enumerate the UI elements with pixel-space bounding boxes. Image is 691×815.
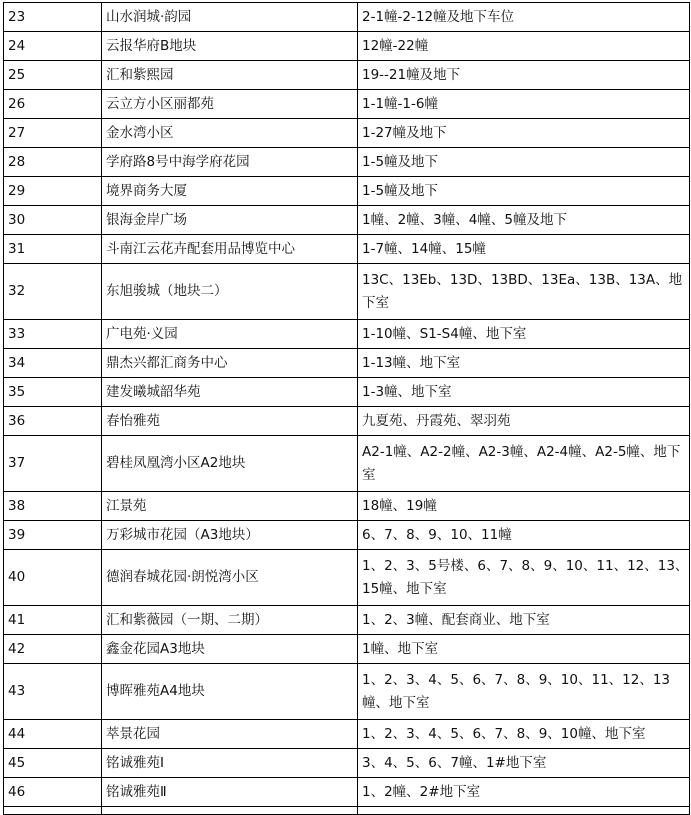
empty-cell bbox=[4, 807, 102, 815]
building-scope-cell: 1、2、3、5号楼、6、7、8、9、10、11、12、13、15幢、地下室 bbox=[358, 550, 690, 606]
project-name-cell: 山水润城·韵园 bbox=[102, 3, 358, 32]
building-scope-cell: 1、2、3幢、配套商业、地下室 bbox=[358, 606, 690, 635]
building-scope-cell: 18幢、19幢 bbox=[358, 492, 690, 521]
building-scope-cell: 1-3幢、地下室 bbox=[358, 378, 690, 407]
project-name-cell: 万彩城市花园（A3地块） bbox=[102, 521, 358, 550]
building-scope-cell: 九夏苑、丹霞苑、翠羽苑 bbox=[358, 407, 690, 436]
table-row bbox=[4, 749, 690, 778]
building-scope-cell: 1-5幢及地下 bbox=[358, 148, 690, 177]
project-name-cell: 云立方小区丽都苑 bbox=[102, 90, 358, 119]
empty-cell bbox=[102, 807, 358, 815]
table-row bbox=[4, 436, 690, 492]
row-number-cell: 44 bbox=[4, 720, 102, 749]
building-scope-cell: 1-27幢及地下 bbox=[358, 119, 690, 148]
project-name-cell: 云报华府B地块 bbox=[102, 32, 358, 61]
project-name-cell: 汇和紫熙园 bbox=[102, 61, 358, 90]
building-scope-cell: 1幢、2幢、3幢、4幢、5幢及地下 bbox=[358, 206, 690, 235]
table-row bbox=[4, 61, 690, 90]
project-name-cell: 银海金岸广场 bbox=[102, 206, 358, 235]
building-scope-cell: 13C、13Eb、13D、13BD、13Ea、13B、13A、地下室 bbox=[358, 264, 690, 320]
table-row bbox=[4, 664, 690, 720]
project-name-cell: 铭诚雅苑Ⅰ bbox=[102, 749, 358, 778]
project-table bbox=[3, 2, 690, 815]
row-number-cell: 32 bbox=[4, 264, 102, 320]
project-name-cell: 江景苑 bbox=[102, 492, 358, 521]
table-row bbox=[4, 407, 690, 436]
table-row bbox=[4, 206, 690, 235]
project-name-cell: 铭诚雅苑Ⅱ bbox=[102, 778, 358, 807]
project-name-cell: 鼎杰兴都汇商务中心 bbox=[102, 349, 358, 378]
row-number-cell: 36 bbox=[4, 407, 102, 436]
row-number-cell: 45 bbox=[4, 749, 102, 778]
table-row bbox=[4, 177, 690, 206]
building-scope-cell: 1-1幢-1-6幢 bbox=[358, 90, 690, 119]
building-scope-cell: 1-13幢、地下室 bbox=[358, 349, 690, 378]
building-scope-cell: 1-5幢及地下 bbox=[358, 177, 690, 206]
table-row bbox=[4, 235, 690, 264]
building-scope-cell: 1-10幢、S1-S4幢、地下室 bbox=[358, 320, 690, 349]
project-name-cell: 东旭骏城（地块二） bbox=[102, 264, 358, 320]
row-number-cell: 34 bbox=[4, 349, 102, 378]
table-row bbox=[4, 378, 690, 407]
building-scope-cell: A2-1幢、A2-2幢、A2-3幢、A2-4幢、A2-5幢、地下室 bbox=[358, 436, 690, 492]
empty-cell bbox=[358, 807, 690, 815]
row-number-cell: 27 bbox=[4, 119, 102, 148]
building-scope-cell: 1、2幢、2#地下室 bbox=[358, 778, 690, 807]
table-row bbox=[4, 32, 690, 61]
table-row bbox=[4, 3, 690, 32]
project-name-cell: 金水湾小区 bbox=[102, 119, 358, 148]
table-row bbox=[4, 320, 690, 349]
table-row bbox=[4, 349, 690, 378]
row-number-cell: 40 bbox=[4, 550, 102, 606]
row-number-cell: 35 bbox=[4, 378, 102, 407]
project-name-cell: 建发曦城韶华苑 bbox=[102, 378, 358, 407]
table-row bbox=[4, 550, 690, 606]
building-scope-cell: 2-1幢-2-12幢及地下车位 bbox=[358, 3, 690, 32]
project-name-cell: 萃景花园 bbox=[102, 720, 358, 749]
row-number-cell: 24 bbox=[4, 32, 102, 61]
row-number-cell: 31 bbox=[4, 235, 102, 264]
row-number-cell: 30 bbox=[4, 206, 102, 235]
project-name-cell: 碧桂凤凰湾小区A2地块 bbox=[102, 436, 358, 492]
table-row bbox=[4, 635, 690, 664]
table-row bbox=[4, 90, 690, 119]
building-scope-cell: 1-7幢、14幢、15幢 bbox=[358, 235, 690, 264]
project-name-cell: 德润春城花园·朗悦湾小区 bbox=[102, 550, 358, 606]
project-name-cell: 学府路8号中海学府花园 bbox=[102, 148, 358, 177]
table-row bbox=[4, 778, 690, 807]
project-name-cell: 博晖雅苑A4地块 bbox=[102, 664, 358, 720]
project-name-cell: 广电苑·义园 bbox=[102, 320, 358, 349]
building-scope-cell: 19--21幢及地下 bbox=[358, 61, 690, 90]
table-row bbox=[4, 720, 690, 749]
project-name-cell: 境界商务大厦 bbox=[102, 177, 358, 206]
row-number-cell: 33 bbox=[4, 320, 102, 349]
project-name-cell: 汇和紫薇园（一期、二期） bbox=[102, 606, 358, 635]
project-name-cell: 春怡雅苑 bbox=[102, 407, 358, 436]
building-scope-cell: 6、7、8、9、10、11幢 bbox=[358, 521, 690, 550]
building-scope-cell: 3、4、5、6、7幢、1#地下室 bbox=[358, 749, 690, 778]
table-row bbox=[4, 606, 690, 635]
row-number-cell: 41 bbox=[4, 606, 102, 635]
row-number-cell: 42 bbox=[4, 635, 102, 664]
row-number-cell: 25 bbox=[4, 61, 102, 90]
row-number-cell: 43 bbox=[4, 664, 102, 720]
row-number-cell: 38 bbox=[4, 492, 102, 521]
building-scope-cell: 1、2、3、4、5、6、7、8、9、10幢、地下室 bbox=[358, 720, 690, 749]
table-row bbox=[4, 119, 690, 148]
table-row-partial bbox=[4, 807, 690, 815]
row-number-cell: 23 bbox=[4, 3, 102, 32]
row-number-cell: 46 bbox=[4, 778, 102, 807]
row-number-cell: 28 bbox=[4, 148, 102, 177]
project-table-body bbox=[4, 3, 690, 815]
building-scope-cell: 1幢、地下室 bbox=[358, 635, 690, 664]
row-number-cell: 26 bbox=[4, 90, 102, 119]
project-name-cell: 斗南江云花卉配套用品博览中心 bbox=[102, 235, 358, 264]
project-name-cell: 鑫金花园A3地块 bbox=[102, 635, 358, 664]
table-row bbox=[4, 492, 690, 521]
row-number-cell: 37 bbox=[4, 436, 102, 492]
building-scope-cell: 1、2、3、4、5、6、7、8、9、10、11、12、13幢、地下室 bbox=[358, 664, 690, 720]
table-row bbox=[4, 148, 690, 177]
row-number-cell: 39 bbox=[4, 521, 102, 550]
row-number-cell: 29 bbox=[4, 177, 102, 206]
table-row bbox=[4, 521, 690, 550]
building-scope-cell: 12幢-22幢 bbox=[358, 32, 690, 61]
table-row bbox=[4, 264, 690, 320]
